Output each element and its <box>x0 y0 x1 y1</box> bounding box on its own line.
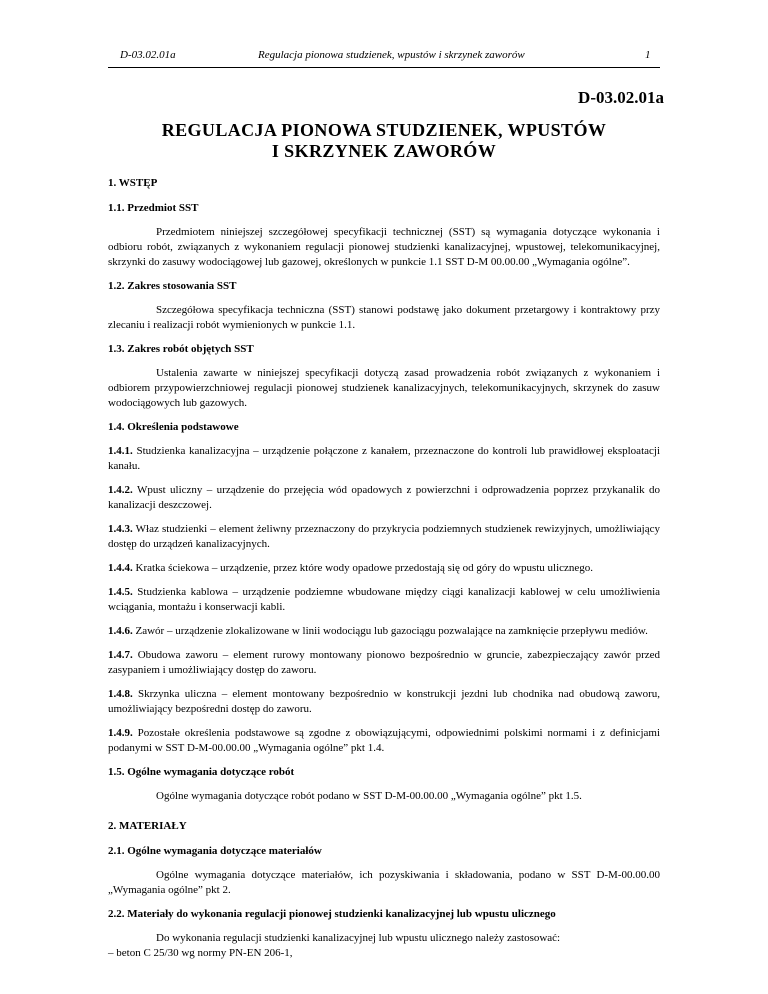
definition-text: Skrzynka uliczna – element montowany bezpośrednio w konstrukcji jezdni lub chodnika nad obudową zaworu, umożliwiający bezpośredni dostęp do zaworu. <box>108 688 660 715</box>
definition-text: Obudowa zaworu – element rurowy montowany pionowo bezpośrednio w gruncie, zabezpieczający zawór przed zasypaniem i umożliwiający dostęp do zaworu. <box>108 649 660 676</box>
definition-text: Kratka ściekowa – urządzenie, przez które wody opadowe przedostają się od góry do wpustu ulicznego. <box>135 562 594 574</box>
document-title-line2: I SKRZYNEK ZAWORÓW <box>271 141 497 161</box>
definition-1-4-9 <box>108 726 660 756</box>
definition-1-4-8 <box>108 687 660 717</box>
definition-number: 1.4.9. <box>108 727 133 739</box>
subsection-heading-2-1: 2.1. Ogólne wymagania dotyczące materiałów <box>108 845 322 857</box>
definition-text: Wpust uliczny – urządzenie do przejęcia wód opadowych z powierzchni i odprowadzenia poprzez przykanalik do kanalizacji deszczowej. <box>108 484 660 511</box>
paragraph-1-3: Ustalenia zawarte w niniejszej specyfikacji dotyczą zasad prowadzenia robót związanych z wykonaniem i odbiorem przypowierzchniowej regulacji pionowej studzienek kanalizacyjnych, telekomunikacyjnych, skrzynek do zasuw wodociągowych lub gazowych. <box>108 367 660 409</box>
subsection-heading-1-4: 1.4. Określenia podstawowe <box>108 421 239 433</box>
list-item-2-2-1: – beton C 25/30 wg normy PN-EN 206-1, <box>108 947 293 959</box>
definition-number: 1.4.3. <box>108 523 133 535</box>
definition-1-4-1 <box>108 444 660 474</box>
header-title: Regulacja pionowa studzienek, wpustów i skrzynek zaworów <box>258 49 525 61</box>
definition-number: 1.4.1. <box>108 445 133 457</box>
subsection-heading-1-5: 1.5. Ogólne wymagania dotyczące robót <box>108 766 295 778</box>
document-title <box>108 120 660 162</box>
section-heading-2: 2. MATERIAŁY <box>108 820 187 832</box>
definition-number: 1.4.7. <box>108 649 133 661</box>
header-page-number: 1 <box>645 49 651 61</box>
document-body <box>108 176 660 961</box>
definition-number: 1.4.5. <box>108 586 133 598</box>
definition-number: 1.4.2. <box>108 484 133 496</box>
running-header <box>108 49 660 65</box>
definition-number: 1.4.8. <box>108 688 133 700</box>
header-rule <box>108 67 660 68</box>
definition-1-4-4 <box>108 561 660 576</box>
paragraph-1-5: Ogólne wymagania dotyczące robót podano w SST D-M-00.00.00 „Wymagania ogólne” pkt 1.5. <box>156 790 582 802</box>
definition-1-4-7 <box>108 648 660 678</box>
definition-1-4-5 <box>108 585 660 615</box>
document-code: D-03.02.01a <box>578 88 664 107</box>
definition-text: Studzienka kanalizacyjna – urządzenie połączone z kanałem, przeznaczone do kontroli lub prawidłowej eksploatacji kanału. <box>108 445 660 472</box>
paragraph-1-1: Przedmiotem niniejszej szczegółowej specyfikacji technicznej (SST) są wymagania dotyczące wykonania i odbioru robót, związanych z wykonaniem regulacji pionowej studzienki kanalizacyjnej, wpustowej, telekomunikacyjnej, skrzynki do zasuwy wodociągowej lub gazowej, określonych w punkcie 1.1 SST D-M 00.00.00 „Wymagania ogólne”. <box>108 226 660 268</box>
subsection-heading-1-3: 1.3. Zakres robót objętych SST <box>108 343 254 355</box>
definition-text: Właz studzienki – element żeliwny przeznaczony do przykrycia podziemnych studzienek rewizyjnych, umożliwiający dostęp do urządzeń kanalizacyjnych. <box>108 523 660 550</box>
subsection-heading-2-2: 2.2. Materiały do wykonania regulacji pionowej studzienki kanalizacyjnej lub wpustu ulicznego <box>108 908 556 920</box>
definition-number: 1.4.4. <box>108 562 133 574</box>
definition-1-4-3 <box>108 522 660 552</box>
definition-text: Zawór – urządzenie zlokalizowane w linii wodociągu lub gazociągu pozwalające na zamknięcie przepływu mediów. <box>135 625 648 637</box>
paragraph-2-1: Ogólne wymagania dotyczące materiałów, ich pozyskiwania i składowania, podano w SST D-M-00.00.00 „Wymagania ogólne” pkt 2. <box>108 869 660 896</box>
definition-number: 1.4.6. <box>108 625 133 637</box>
header-doc-code: D-03.02.01a <box>120 49 176 61</box>
definition-1-4-2 <box>108 483 660 513</box>
subsection-heading-1-1: 1.1. Przedmiot SST <box>108 202 199 214</box>
section-heading-1: 1. WSTĘP <box>108 177 158 189</box>
document-title-line1: REGULACJA PIONOWA STUDZIENEK, WPUSTÓW <box>161 120 607 140</box>
paragraph-1-2: Szczegółowa specyfikacja techniczna (SST) stanowi podstawę jako dokument przetargowy i kontraktowy przy zlecaniu i realizacji robót wymienionych w punkcie 1.1. <box>108 304 660 331</box>
definition-text: Studzienka kablowa – urządzenie podziemne wbudowane między ciągi kanalizacji kablowej w celu umożliwienia wciągania, montażu i konserwacji kabli. <box>108 586 661 613</box>
paragraph-2-2: Do wykonania regulacji studzienki kanalizacyjnej lub wpustu ulicznego należy zastosować: <box>156 932 561 944</box>
definition-1-4-6 <box>108 624 660 639</box>
definition-text: Pozostałe określenia podstawowe są zgodne z obowiązującymi, odpowiednimi polskimi normami i z definicjami podanymi w SST D-M-00.00.00 „Wymagania ogólne” pkt 1.4. <box>108 727 660 754</box>
subsection-heading-1-2: 1.2. Zakres stosowania SST <box>108 280 237 292</box>
